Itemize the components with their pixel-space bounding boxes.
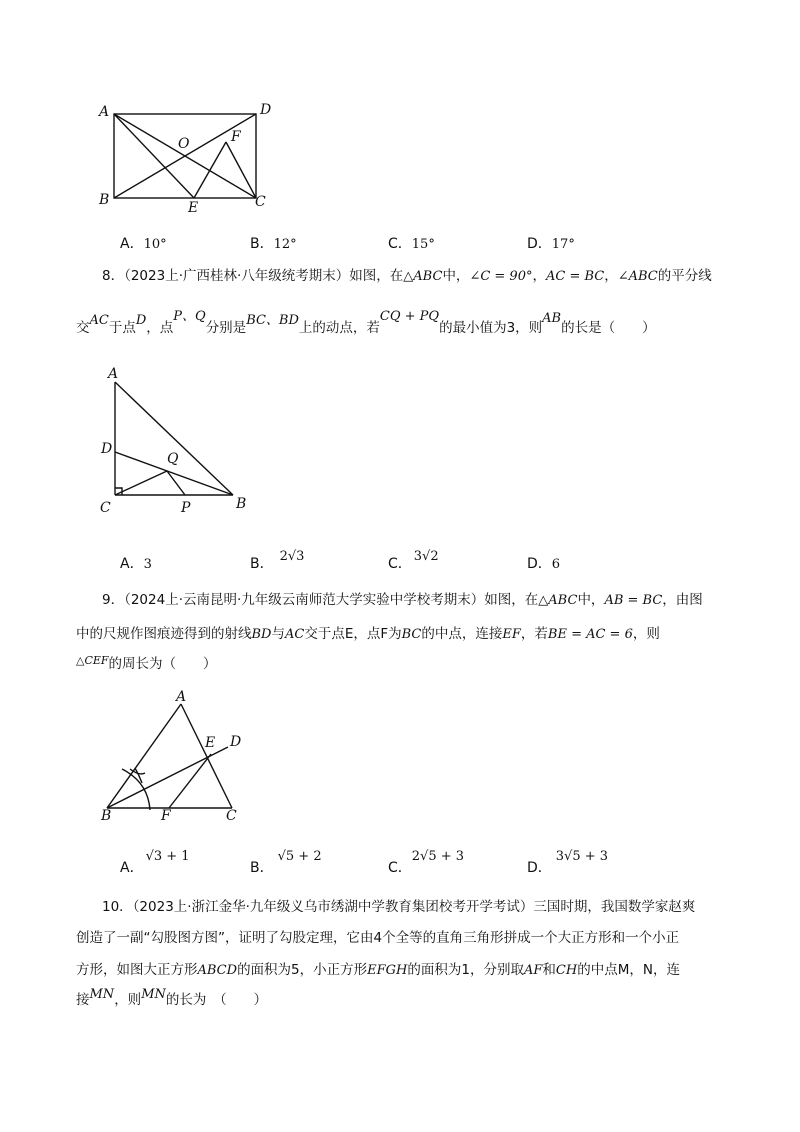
question-source: （2023上·浙江金华·九年级义乌市绣湖中学教育集团校考开学考试） xyxy=(132,899,534,915)
q10-line-4: 接MN，则MN的长为 （ ） xyxy=(76,987,268,1008)
q9-line-2: 中的尺规作图痕迹得到的射线BD与AC交于点E，点F为BC的中点，连接EF，若BE = AC = 6，则 xyxy=(76,626,660,642)
question-source: （2023上·广西桂林·八年级统考期末） xyxy=(124,268,350,284)
question-number: 9． xyxy=(102,592,125,608)
q8-label-p: P xyxy=(181,500,191,516)
option-letter: A． xyxy=(120,860,144,876)
q8-line-2: 交AC于点D，点P、Q分别是BC、BD上的动点，若CQ + PQ的最小值为3，则AB的长是（ ） xyxy=(76,309,656,336)
option-value: √3 + 1 xyxy=(145,849,190,864)
q9-label-c: C xyxy=(226,808,237,824)
option-value: 10° xyxy=(143,237,167,252)
q9-label-d: D xyxy=(230,734,242,750)
option-value: 3√2 xyxy=(413,549,439,564)
option-letter: B． xyxy=(250,556,274,572)
option-value: 3√5 + 3 xyxy=(555,849,609,864)
q9-label-e: E xyxy=(205,735,216,751)
q10-line-1: 10．（2023上·浙江金华·九年级义乌市绣湖中学教育集团校考开学考试）三国时期，我国数学家赵爽 xyxy=(102,899,696,915)
q9-line-3: $^{\triangle CEF}$的周长为（ ） xyxy=(76,654,217,672)
q10-line-3: 方形，如图大正方形ABCD的面积为5，小正方形EFGH的面积为1，分别取AF和CH的中点M，N，连 xyxy=(76,962,680,978)
question-source: （2024上·云南昆明·九年级云南师范大学实验中学校考期末） xyxy=(124,592,485,608)
q9-label-f: F xyxy=(161,808,171,824)
option-value: 15° xyxy=(411,237,435,252)
option-value: 2√5 + 3 xyxy=(411,849,465,864)
q7-label-d: D xyxy=(260,102,272,118)
q9-option-c[interactable] xyxy=(388,845,465,876)
q9-line-1: 9．（2024上·云南昆明·九年级云南师范大学实验中学校考期末）如图，在△ABC中，AB = BC，由图 xyxy=(102,592,703,608)
option-value: 2√3 xyxy=(279,549,305,564)
q7-label-o: O xyxy=(178,136,190,152)
option-letter: C． xyxy=(388,556,412,572)
option-letter: D． xyxy=(527,236,552,252)
question-number: 8． xyxy=(102,268,125,284)
q7-label-a: A xyxy=(99,104,110,120)
q9-option-d[interactable] xyxy=(527,845,609,876)
option-letter: B． xyxy=(250,236,274,252)
q8-label-d: D xyxy=(101,441,113,457)
option-letter: D． xyxy=(527,860,552,876)
option-value: 17° xyxy=(551,237,575,252)
option-letter: B． xyxy=(250,860,274,876)
option-letter: C． xyxy=(388,236,412,252)
q8-label-q: Q xyxy=(167,451,179,467)
q9-side-ac xyxy=(181,704,232,808)
q9-option-a[interactable] xyxy=(120,845,190,876)
q9-construction-arc xyxy=(122,769,150,810)
option-value: 12° xyxy=(273,237,297,252)
q7-label-c: C xyxy=(255,194,266,210)
q9-option-b[interactable] xyxy=(250,845,322,876)
q8-label-a: A xyxy=(108,366,119,382)
option-letter: C． xyxy=(388,860,412,876)
q7-label-f: F xyxy=(231,129,241,145)
option-letter: A． xyxy=(120,556,144,572)
option-letter: D． xyxy=(527,556,552,572)
q8-label-b: B xyxy=(236,496,247,512)
q7-label-b: B xyxy=(99,192,110,208)
q9-label-a: A xyxy=(176,689,187,705)
q10-line-2: 创造了一副“勾股图方图”，证明了勾股定理，它由4个全等的直角三角形拼成一个大正方形和一个小正 xyxy=(76,930,680,946)
option-value: √5 + 2 xyxy=(277,849,322,864)
q8-label-c: C xyxy=(100,500,111,516)
q7-label-e: E xyxy=(188,200,199,216)
q9-side-ab xyxy=(107,704,181,808)
option-value: 6 xyxy=(551,557,561,572)
q8-line-1: 8．（2023上·广西桂林·八年级统考期末）如图，在△ABC中，∠C = 90°，AC = BC，∠ABC的平分线 xyxy=(102,268,712,284)
option-letter: A． xyxy=(120,236,144,252)
q9-label-b: B xyxy=(101,808,112,824)
option-value: 3 xyxy=(143,557,152,572)
question-number: 10． xyxy=(102,899,133,915)
q9-segment-ef xyxy=(169,754,211,808)
